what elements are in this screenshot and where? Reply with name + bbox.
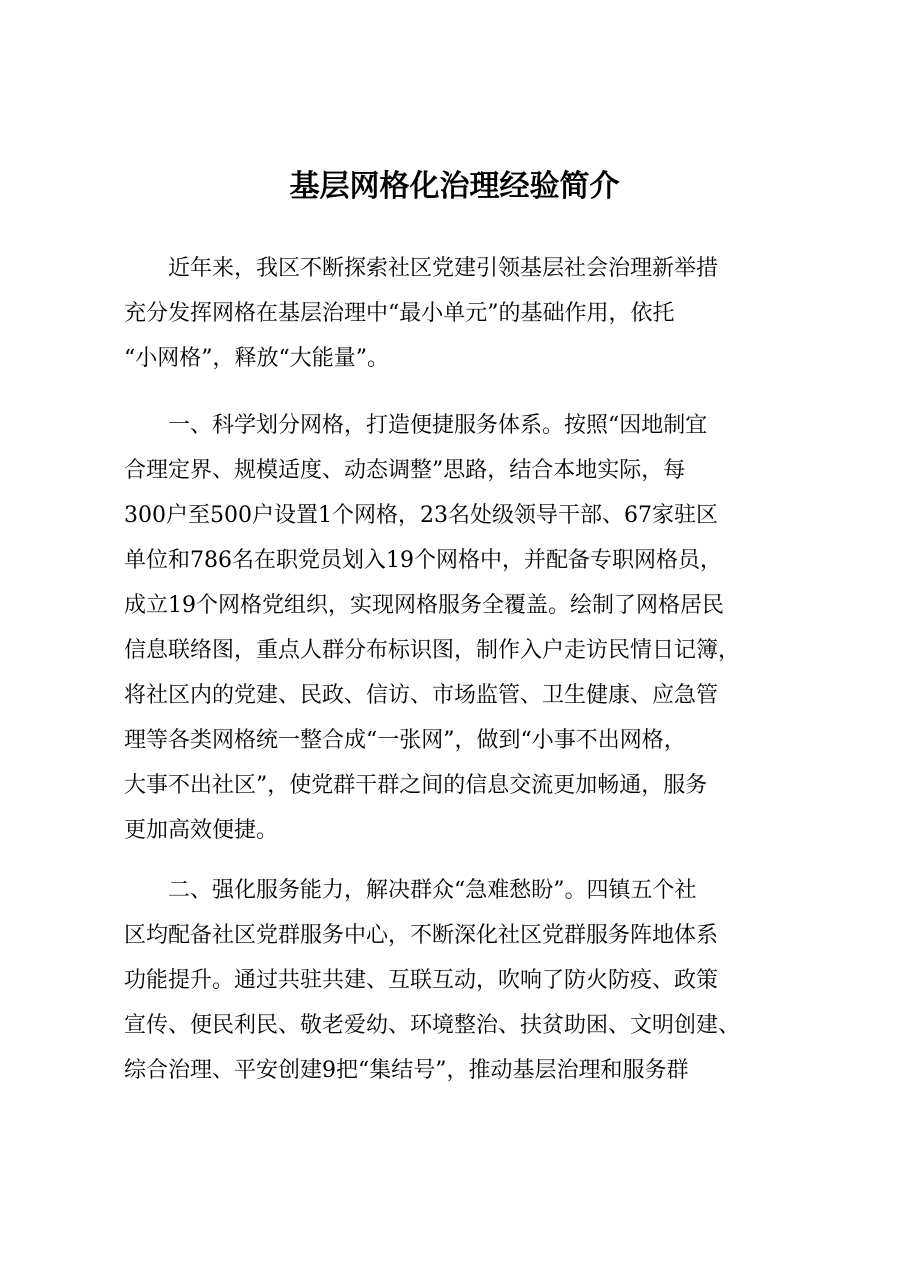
body-text-line: 大事不出社区”，使党群干群之间的信息交流更加畅通，服务 xyxy=(124,773,708,798)
body-text-line: 一、科学划分网格，打造便捷服务体系。按照“因地制宜 xyxy=(124,413,708,438)
body-text-line: 充分发挥网格在基层治理中“最小单元”的基础作用，依托 xyxy=(124,301,675,326)
body-text-line: 单位和786名在职党员划入19个网格中，并配备专职网格员， xyxy=(124,548,722,573)
body-text-line: 信息联络图，重点人群分布标识图，制作入户走访民情日记簿， xyxy=(124,638,741,663)
body-text-line: 二、强化服务能力，解决群众“急难愁盼”。四镇五个社 xyxy=(124,878,697,903)
body-text-line: 合理定界、规模适度、动态调整”思路，结合本地实际，每 xyxy=(124,458,686,483)
body-text-line: 更加高效便捷。 xyxy=(124,818,279,843)
body-text-line: 宣传、便民利民、敬老爱幼、环境整治、扶贫助困、文明创建、 xyxy=(124,1013,741,1038)
body-text-line: 将社区内的党建、民政、信访、市场监管、卫生健康、应急管 xyxy=(124,683,719,708)
body-text-line: 综合治理、平安创建9把“集结号”，推动基层治理和服务群 xyxy=(124,1058,689,1083)
body-text-line: 成立19个网格党组织，实现网格服务全覆盖。绘制了网格居民 xyxy=(124,593,724,618)
body-text-line: “小网格”，释放“大能量”。 xyxy=(124,346,389,371)
document-title: 基层网格化治理经验简介 xyxy=(289,169,620,204)
body-text-line: 功能提升。通过共驻共建、互联互动，吹响了防火防疫、政策 xyxy=(124,968,719,993)
body-text-line: 区均配备社区党群服务中心，不断深化社区党群服务阵地体系 xyxy=(124,923,719,948)
body-text-line: 近年来，我区不断探索社区党建引领基层社会治理新举措 xyxy=(124,256,719,281)
body-text-line: 300户至500户设置1个网格，23名处级领导干部、67家驻区 xyxy=(124,503,718,528)
body-text-line: 理等各类网格统一整合成“一张网”，做到“小事不出网格， xyxy=(124,728,686,753)
